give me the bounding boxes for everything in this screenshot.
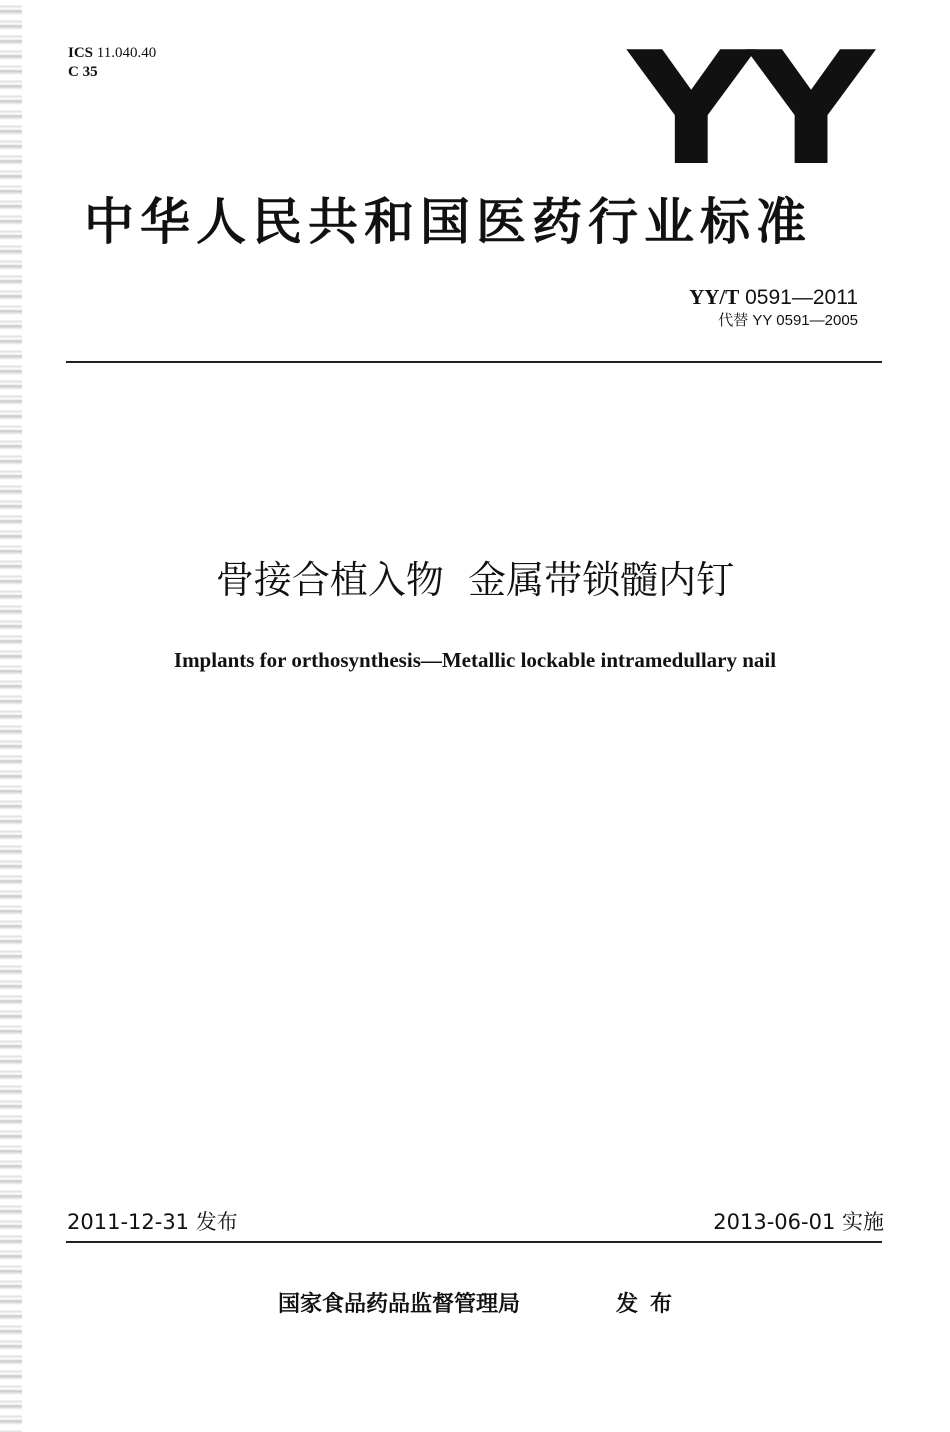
ccs-code: C 35: [68, 64, 98, 80]
standard-number: 0591—2011: [745, 286, 858, 309]
document-title-chinese: 骨接合植入物 金属带锁髓内钉: [215, 558, 735, 602]
ics-label: ICS: [68, 45, 94, 61]
classification-codes: [68, 44, 156, 82]
publish-date: 2011-12-31 发布: [67, 1210, 238, 1234]
ics-code: 11.040.40: [96, 45, 157, 61]
yy-logo: YY: [628, 18, 868, 200]
top-divider: [66, 361, 882, 363]
standard-prefix: YY/T: [689, 285, 740, 309]
replaces-standard: 代替 YY 0591—2005: [718, 312, 858, 329]
scan-edge-artifact: [0, 0, 22, 1432]
issuing-authority: 国家食品药品监督管理局: [278, 1292, 521, 1317]
effective-date: 2013-06-01 实施: [713, 1210, 884, 1234]
standard-title: 中华人民共和国医药行业标准: [84, 193, 812, 251]
document-title-english: Implants for orthosynthesis—Metallic lockable intramedullary nail: [173, 648, 777, 672]
issuer-action: 发布: [616, 1292, 685, 1317]
bottom-divider: [66, 1241, 882, 1243]
standard-number-block: [689, 284, 858, 331]
